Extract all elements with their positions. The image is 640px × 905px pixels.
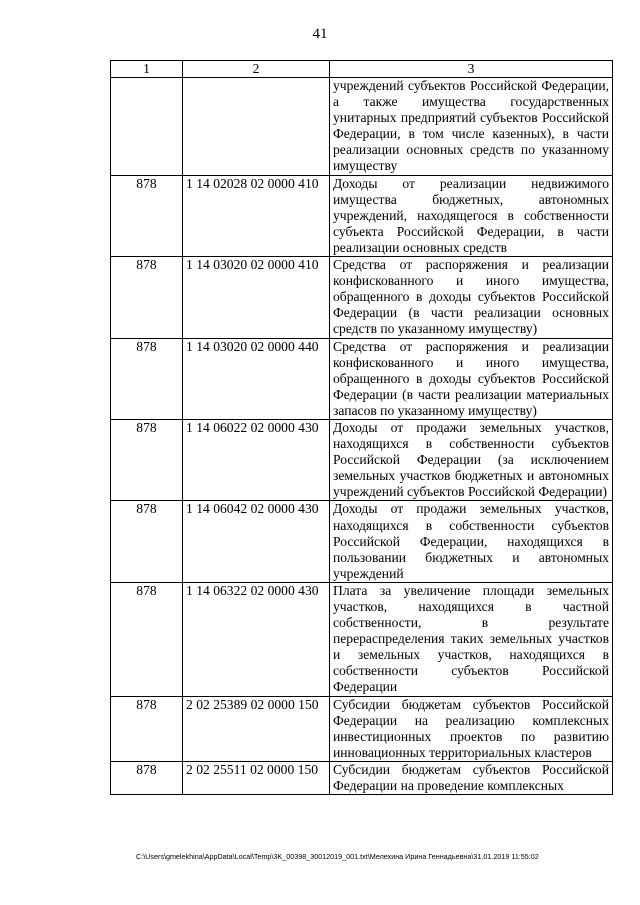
revenue-codes-table — [110, 60, 613, 795]
admin-code-cell: 878 — [111, 501, 183, 582]
table-row — [111, 78, 613, 176]
description-cell: Субсидии бюджетам субъектов Российской Федерации на проведение комплексных — [330, 761, 613, 794]
page-number: 41 — [312, 26, 328, 42]
table-row — [111, 501, 613, 582]
admin-code-cell: 878 — [111, 419, 183, 500]
header-col-2: 2 — [183, 61, 330, 78]
revenue-code-cell: 1 14 03020 02 0000 410 — [183, 257, 330, 338]
admin-code-cell: 878 — [111, 338, 183, 419]
revenue-code-cell — [183, 78, 330, 176]
header-col-3: 3 — [330, 61, 613, 78]
revenue-code-cell: 1 14 02028 02 0000 410 — [183, 175, 330, 256]
revenue-code-cell: 1 14 06322 02 0000 430 — [183, 582, 330, 696]
admin-code-cell: 878 — [111, 175, 183, 256]
table-row — [111, 257, 613, 338]
description-cell: Доходы от продажи земельных участков, находящихся в собственности субъектов Российской Федерации, находящихся в пользовании бюджетных и автономных учреждений — [330, 501, 613, 582]
table-row — [111, 761, 613, 794]
header-col-1: 1 — [111, 61, 183, 78]
description-cell: Доходы от продажи земельных участков, находящихся в собственности субъектов Российской Федерации (за исключением земельных участков бюджетных и автономных учреждений субъектов Российской Федерации) — [330, 419, 613, 500]
description-cell: учреждений субъектов Российской Федерации, а также имущества государственных унитарных предприятий субъектов Российской Федерации, в том числе казенных), в части реализации основных средств по указанному имуществу — [330, 78, 613, 176]
admin-code-cell: 878 — [111, 761, 183, 794]
table-row — [111, 582, 613, 696]
table-row — [111, 696, 613, 761]
table-row — [111, 175, 613, 256]
admin-code-cell — [111, 78, 183, 176]
table-row — [111, 419, 613, 500]
description-cell: Средства от распоряжения и реализации конфискованного и иного имущества, обращенного в доходы субъектов Российской Федерации (в части реализации материальных запасов по указанному имуществу) — [330, 338, 613, 419]
admin-code-cell: 878 — [111, 582, 183, 696]
admin-code-cell: 878 — [111, 257, 183, 338]
description-cell: Плата за увеличение площади земельных участков, находящихся в частной собственности, в результате перераспределения таких земельных участков и земельных участков, находящихся в собственности субъектов Российской Федерации — [330, 582, 613, 696]
revenue-code-cell: 2 02 25511 02 0000 150 — [183, 761, 330, 794]
revenue-code-cell: 1 14 03020 02 0000 440 — [183, 338, 330, 419]
revenue-code-cell: 1 14 06042 02 0000 430 — [183, 501, 330, 582]
revenue-code-cell: 1 14 06022 02 0000 430 — [183, 419, 330, 500]
revenue-code-cell: 2 02 25389 02 0000 150 — [183, 696, 330, 761]
description-cell: Доходы от реализации недвижимого имущества бюджетных, автономных учреждений, находящегося в собственности субъекта Российской Федерации, в части реализации основных средств — [330, 175, 613, 256]
table-header-row — [111, 61, 613, 78]
description-cell: Субсидии бюджетам субъектов Российской Федерации на реализацию комплексных инвестиционных проектов по развитию инновационных территориальных кластеров — [330, 696, 613, 761]
file-path-footer: C:\Users\gmelekhina\AppData\Local\Temp\3K_00398_30012019_001.txt\Мелехина Ирина Геннадьевна\31.01.2019 11:55:02 — [136, 852, 539, 861]
admin-code-cell: 878 — [111, 696, 183, 761]
description-cell: Средства от распоряжения и реализации конфискованного и иного имущества, обращенного в доходы субъектов Российской Федерации (в части реализации основных средств по указанному имуществу) — [330, 257, 613, 338]
table-row — [111, 338, 613, 419]
